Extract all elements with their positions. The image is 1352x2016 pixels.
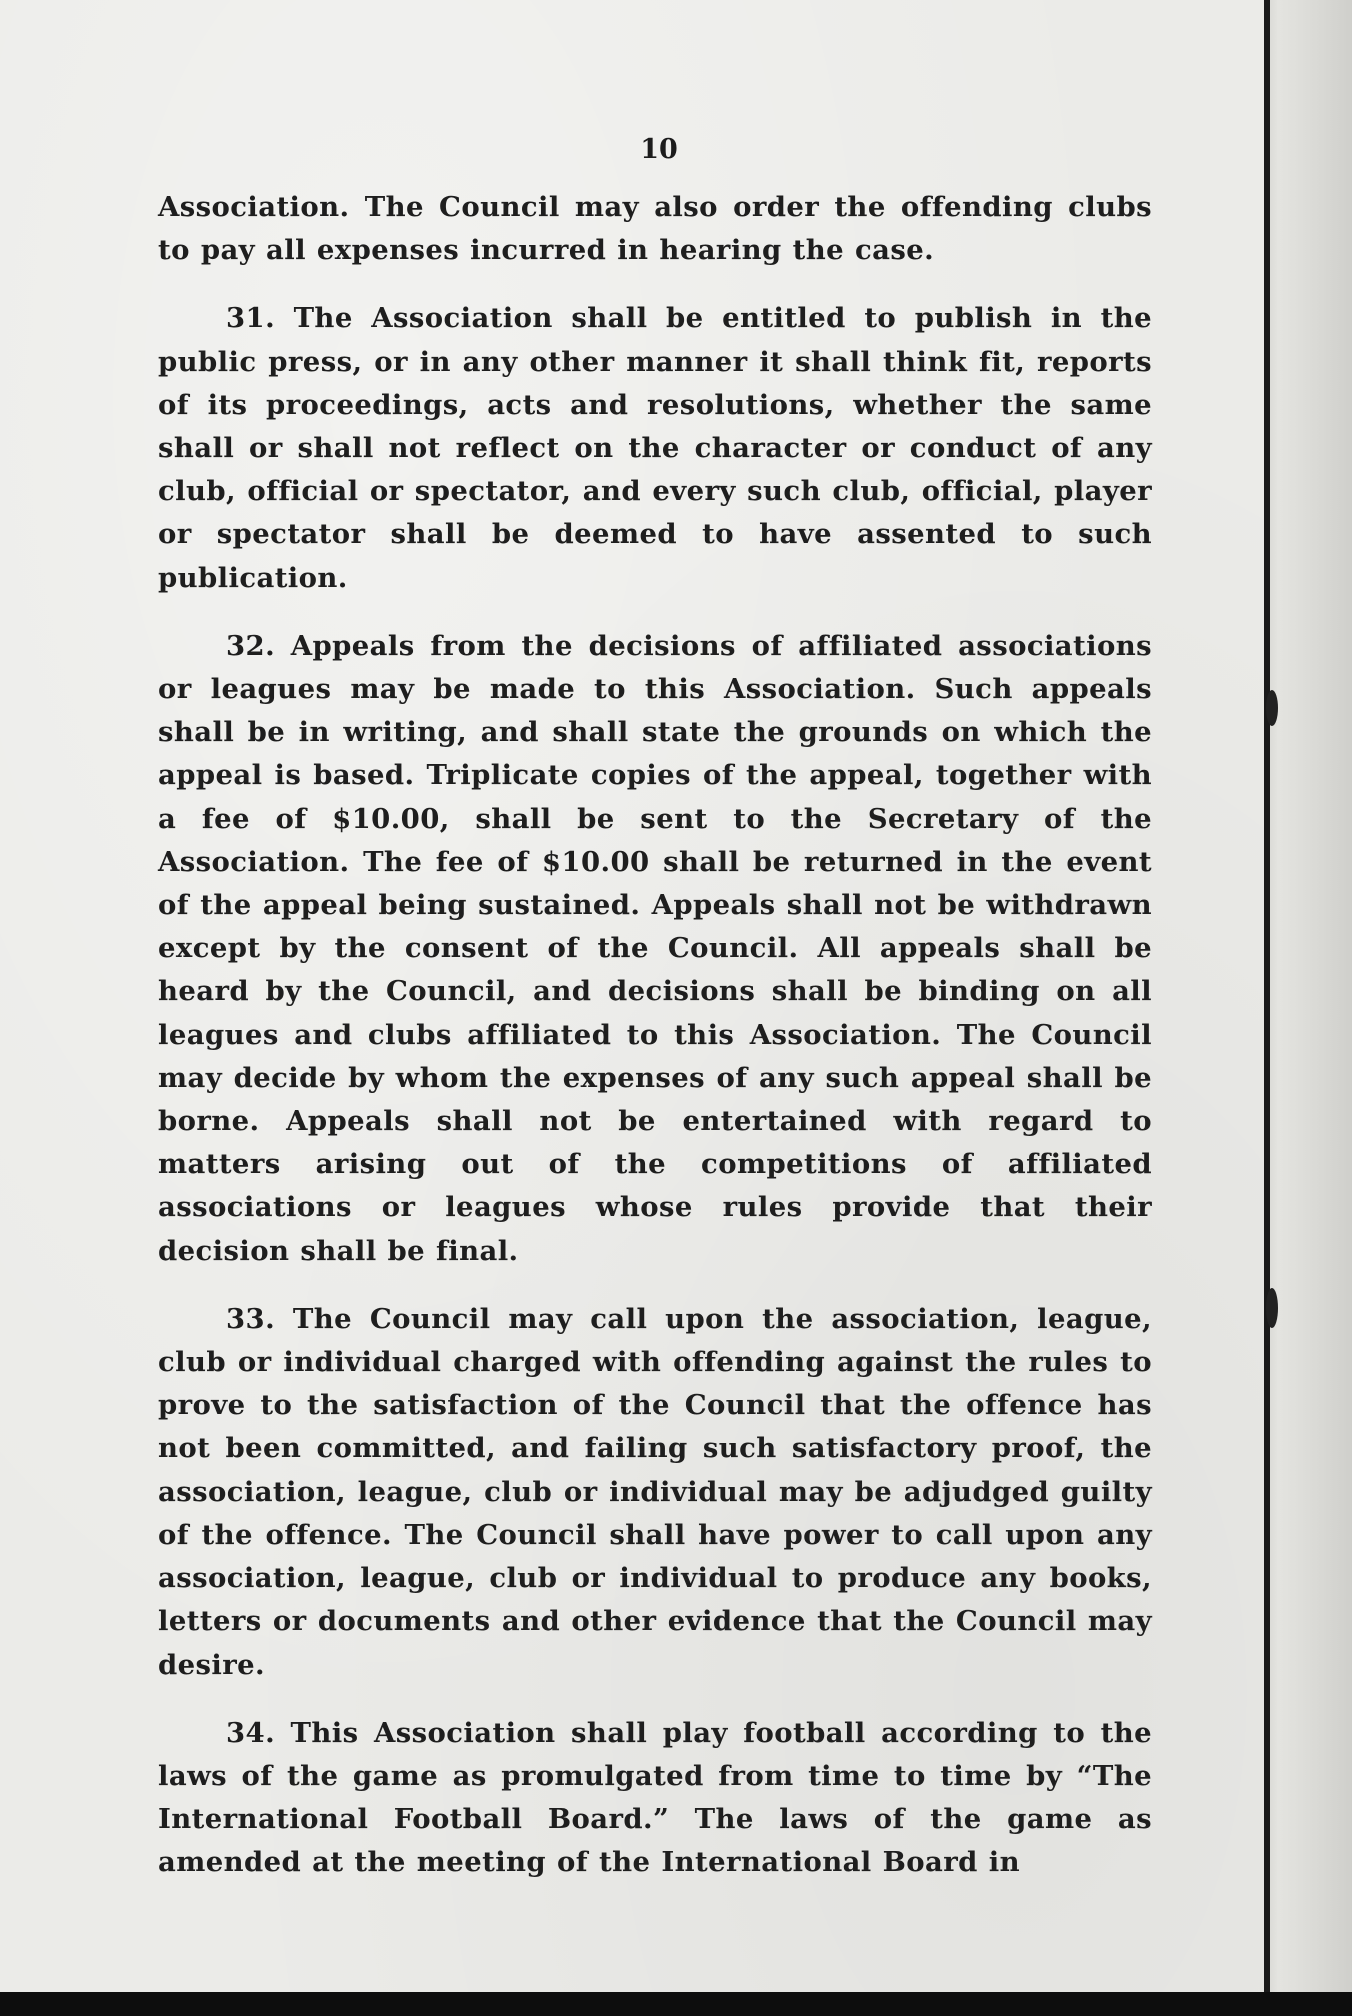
ink-blot xyxy=(1266,690,1278,726)
paragraph-31: 31. The Association shall be entitled to publish in the public press, or in any other manner it shall think fit, reports of its proceedings, acts and resolutions, whether the same shall or shall not reflect on the character or conduct of any club, official or spectator, and every such club, official, player or spectator shall be deemed to have assented to such publication. xyxy=(158,302,1152,594)
paragraph-continuation: Association. The Council may also order the offending clubs to pay all expenses incurred in hearing the case. xyxy=(158,191,1152,267)
adjacent-page-edge xyxy=(1268,0,1352,1992)
ink-blot xyxy=(1266,1288,1278,1328)
paragraph-32: 32. Appeals from the decisions of affiliated associations or leagues may be made to this Association. Such appeals shall be in writing, and shall state the grounds on which the appeal is based. Triplicate copies of the appeal, together with a fee of $10.00, shall be sent to the Secretary of the Association. The fee of $10.00 shall be returned in the event of the appeal being sustained. Appeals shall not be withdrawn except by the consent of the Council. All appeals shall be heard by the Council, and decisions shall be binding on all leagues and clubs affiliated to this Association. The Council may decide by whom the expenses of any such appeal shall be borne. Appeals shall not be entertained with regard to matters arising out of the competitions of affiliated associations or leagues whose rules provide that their decision shall be final. xyxy=(158,629,1152,1267)
page-number: 10 xyxy=(640,134,678,165)
binding-line xyxy=(1264,0,1270,1992)
body-text xyxy=(158,186,1152,1910)
scan-bottom-edge xyxy=(0,1992,1352,2016)
paragraph-34: 34. This Association shall play football according to the laws of the game as promulgated from time to time by “The International Football Board.” The laws of the game as amended at the meeting of the International Board in xyxy=(158,1716,1152,1879)
paragraph-33: 33. The Council may call upon the association, league, club or individual charged with offending against the rules to prove to the satisfaction of the Council that the offence has not been committed, and failing such satisfactory proof, the association, league, club or individual may be adjudged guilty of the offence. The Council shall have power to call upon any association, league, club or individual to produce any books, letters or documents and other evidence that the Council may desire. xyxy=(158,1302,1152,1681)
